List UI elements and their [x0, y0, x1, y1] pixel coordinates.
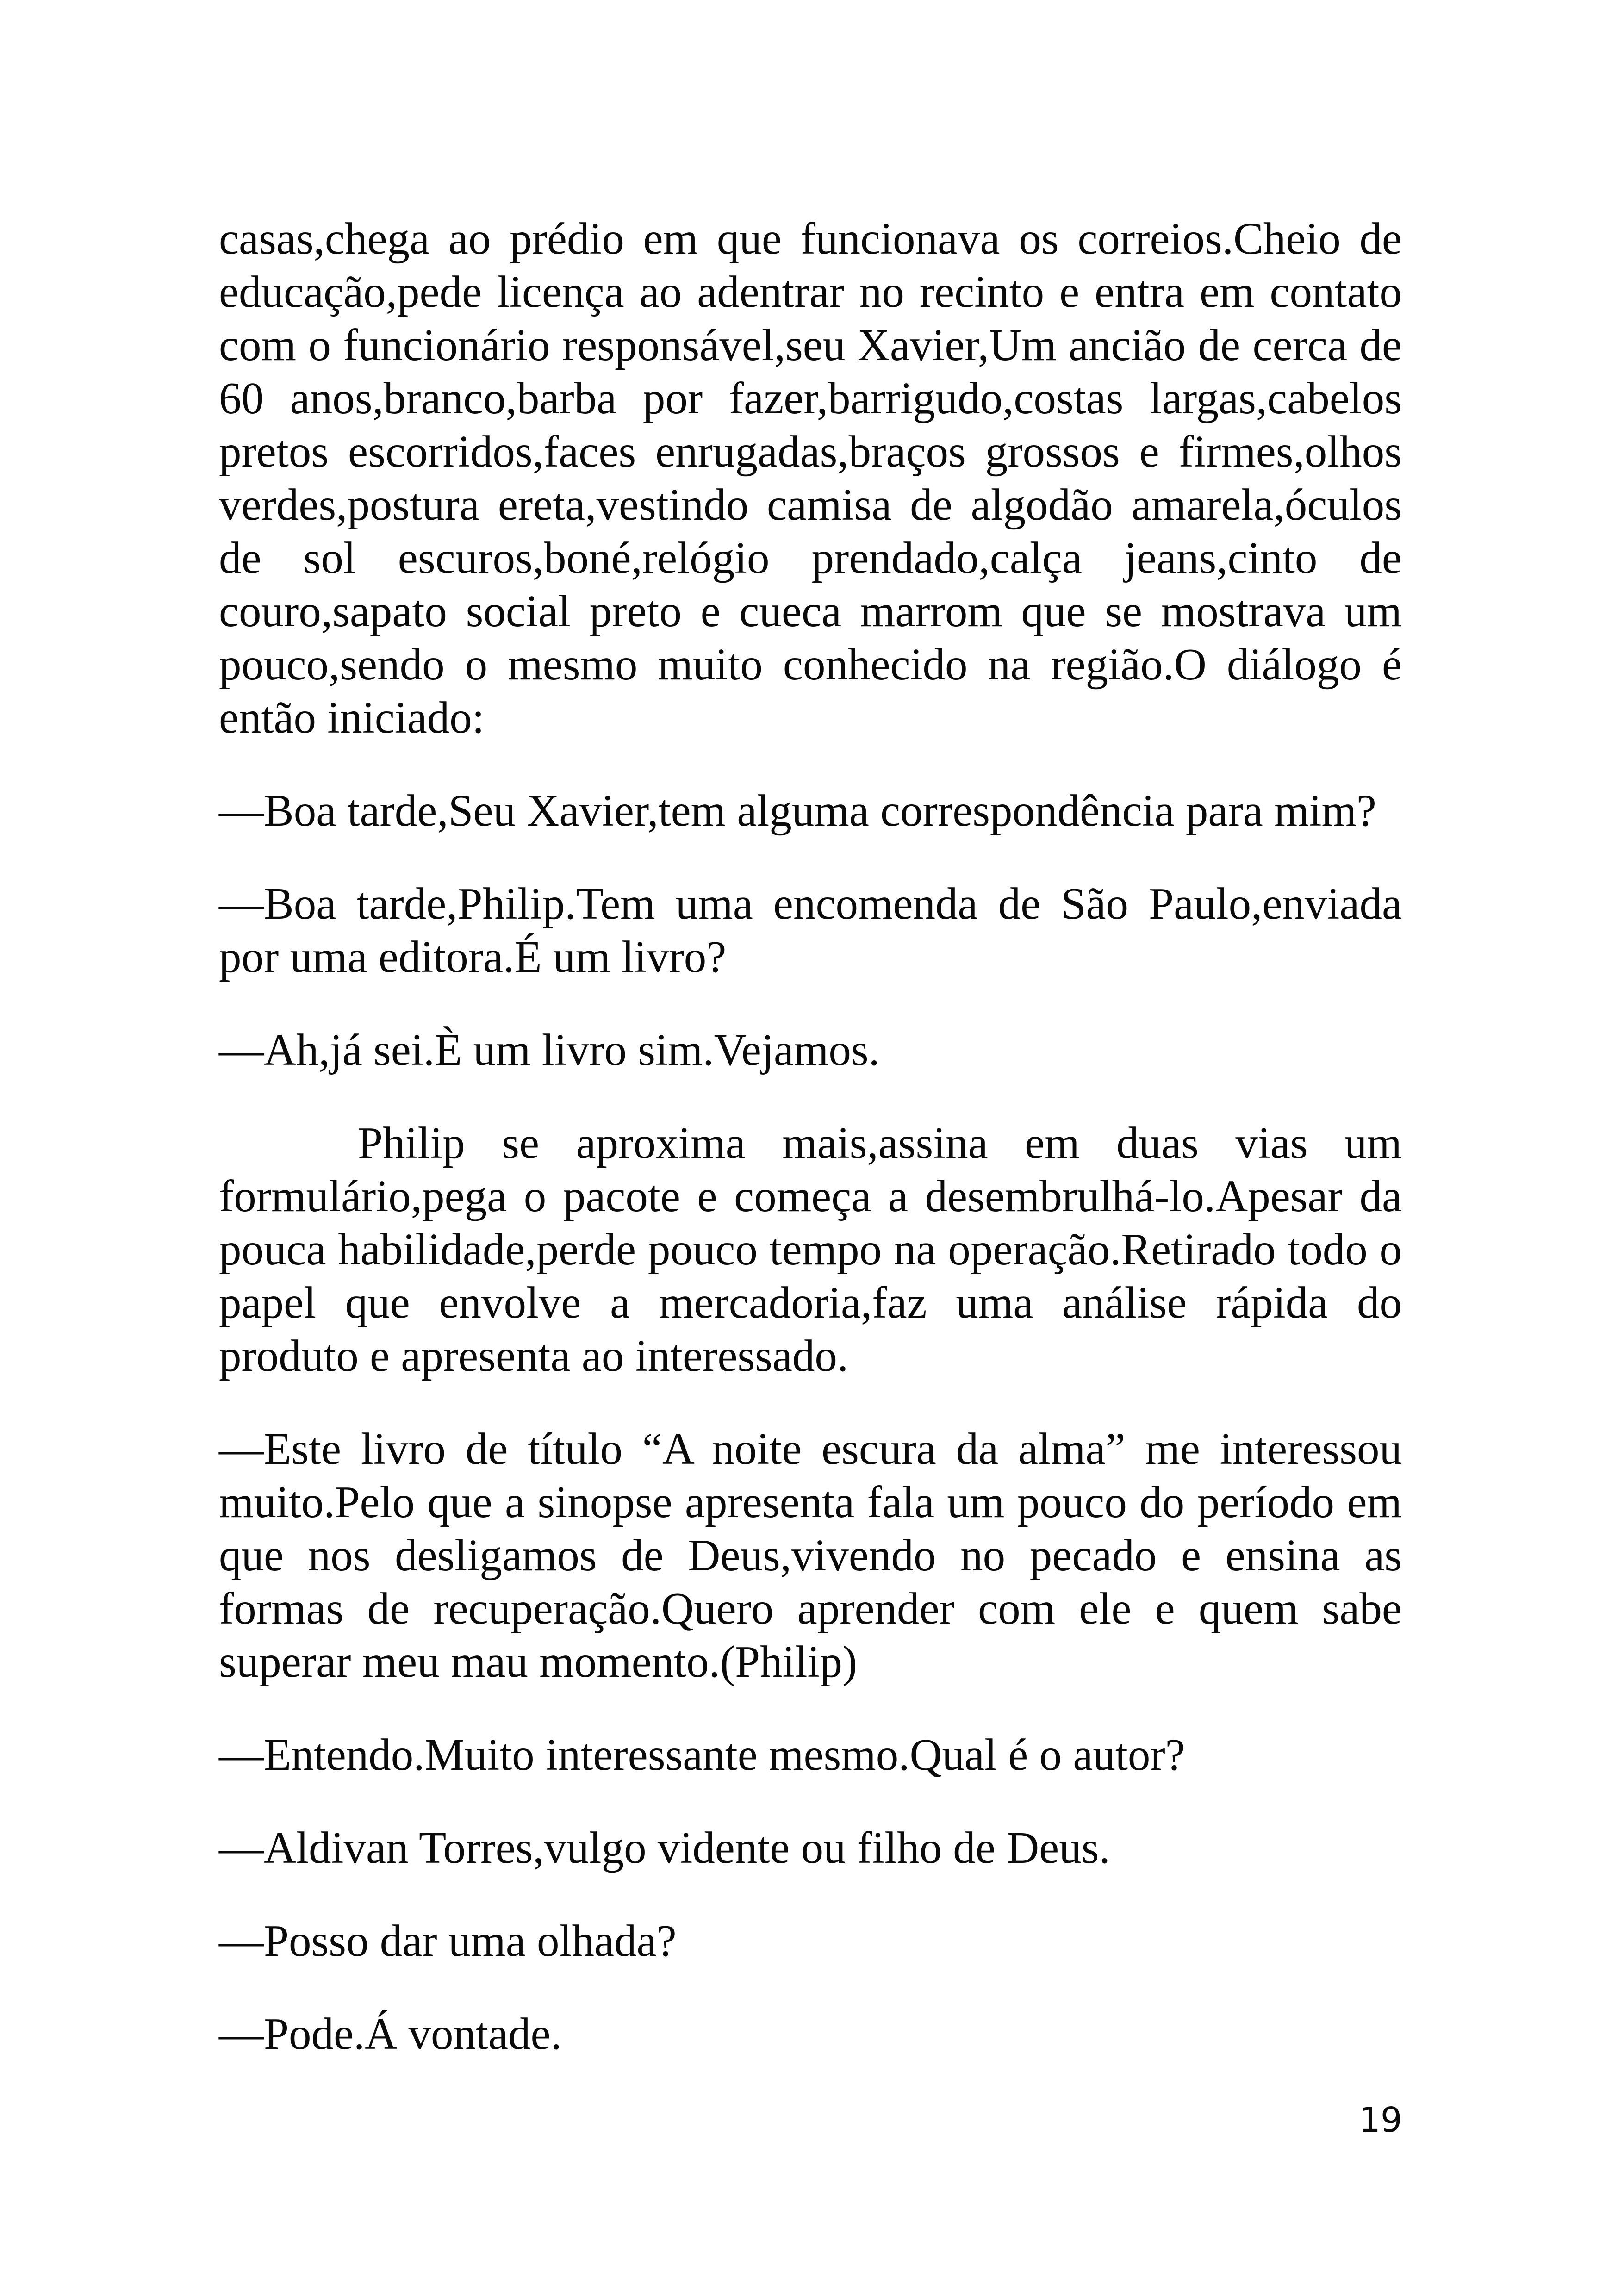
dialogue-line: —Boa tarde,Philip.Tem uma encomenda de São Paulo,enviada por uma editora.É um livro?: [219, 879, 1402, 982]
dialogue-line: —Boa tarde,Seu Xavier,tem alguma correspondência para mim?: [219, 786, 1376, 835]
dialogue-line: —Este livro de título “A noite escura da alma” me interessou muito.Pelo que a sinopse apresenta fala um pouco do período em que nos desligamos de Deus,vivendo no pecado e ensina as formas de recuperação.Quero aprender com ele e quem sabe superar meu mau momento.(Philip): [219, 1424, 1402, 1686]
dialogue-line: —Entendo.Muito interessante mesmo.Qual é o autor?: [219, 1730, 1185, 1780]
dialogue-line: —Ah,já sei.È um livro sim.Vejamos.: [219, 1025, 880, 1075]
page-number: 19: [1358, 2100, 1402, 2140]
paragraph-description: casas,chega ao prédio em que funcionava os correios.Cheio de educação,pede licença ao adentrar no recinto e entra em contato com o funcionário responsável,seu Xavier,Um ancião de cerca de 60 anos,branco,barba por fazer,barrigudo,costas largas,cabelos pretos escorridos,faces enrugadas,braços grossos e firmes,olhos verdes,postura ereta,vestindo camisa de algodão amarela,óculos de sol escuros,boné,relógio prendado,calça jeans,cinto de couro,sapato social preto e cueca marrom que se mostrava um pouco,sendo o mesmo muito conhecido na região.O diálogo é então iniciado:: [219, 214, 1402, 742]
dialogue-line: —Aldivan Torres,vulgo vidente ou filho de Deus.: [219, 1823, 1110, 1873]
paragraph-narration: Philip se aproxima mais,assina em duas vias um formulário,pega o pacote e começa a desembrulhá-lo.Apesar da pouca habilidade,perde pouco tempo na operação.Retirado todo o papel que envolve a mercadoria,faz uma análise rápida do produto e apresenta ao interessado.: [219, 1118, 1402, 1381]
body-text: [219, 212, 1402, 2060]
dialogue-line: —Posso dar uma olhada?: [219, 1916, 677, 1966]
dialogue-line: —Pode.Á vontade.: [219, 2009, 562, 2059]
